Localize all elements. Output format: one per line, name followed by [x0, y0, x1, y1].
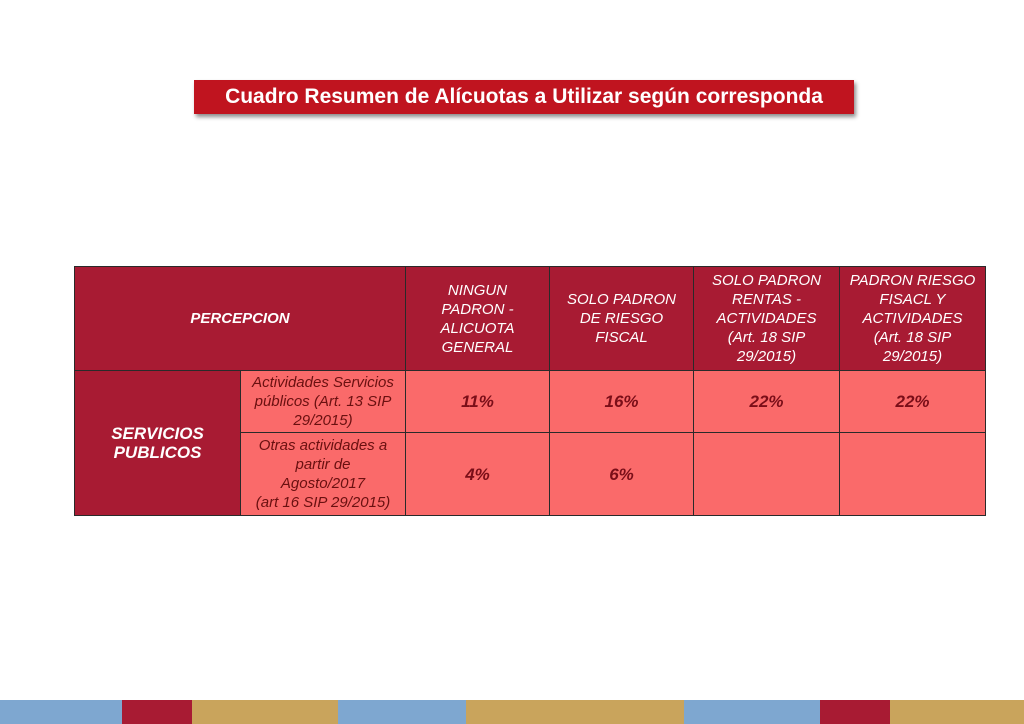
value-cell: 16%	[550, 371, 694, 433]
table-header-row	[75, 267, 986, 371]
header-solo-padron-riesgo-fiscal: SOLO PADRON DE RIESGO FISCAL	[550, 267, 694, 371]
header-percepcion: PERCEPCION	[75, 267, 406, 371]
stripe-segment	[338, 700, 466, 724]
footer-color-stripe	[0, 700, 1024, 724]
page-title: Cuadro Resumen de Alícuotas a Utilizar según corresponda	[194, 80, 854, 114]
aliquot-summary-table	[74, 266, 986, 516]
empty-cell	[694, 433, 840, 516]
stripe-segment	[890, 700, 1024, 724]
stripe-segment	[466, 700, 684, 724]
value-cell: 6%	[550, 433, 694, 516]
category-servicios-publicos: SERVICIOS PUBLICOS	[75, 371, 241, 516]
stripe-segment	[684, 700, 820, 724]
header-padron-riesgo-y-actividades: PADRON RIESGO FISACL Y ACTIVIDADES (Art. 18 SIP 29/2015)	[840, 267, 986, 371]
stripe-segment	[820, 700, 890, 724]
table-row	[75, 371, 986, 433]
empty-cell	[840, 433, 986, 516]
stripe-segment	[192, 700, 338, 724]
row-label-otras-actividades: Otras actividades a partir de Agosto/2017 (art 16 SIP 29/2015)	[241, 433, 406, 516]
header-ningun-padron: NINGUN PADRON - ALICUOTA GENERAL	[406, 267, 550, 371]
header-solo-padron-rentas: SOLO PADRON RENTAS - ACTIVIDADES (Art. 18 SIP 29/2015)	[694, 267, 840, 371]
row-label-actividades-servicios: Actividades Servicios públicos (Art. 13 SIP 29/2015)	[241, 371, 406, 433]
value-cell: 4%	[406, 433, 550, 516]
stripe-segment	[0, 700, 122, 724]
value-cell: 22%	[840, 371, 986, 433]
stripe-segment	[122, 700, 192, 724]
value-cell: 11%	[406, 371, 550, 433]
value-cell: 22%	[694, 371, 840, 433]
